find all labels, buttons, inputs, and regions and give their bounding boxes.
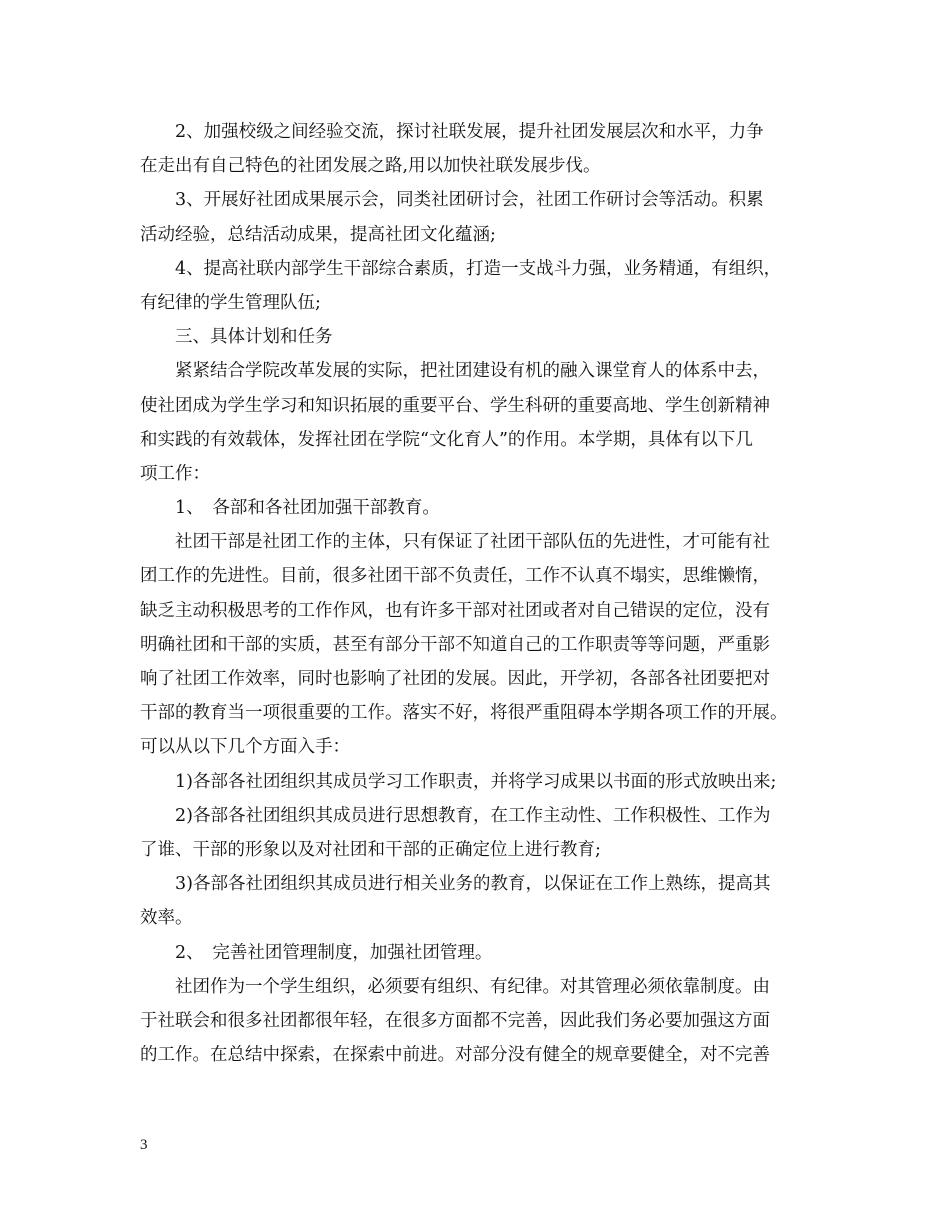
text-line: 使社团成为学生学习和知识拓展的重要平台、学生科研的重要高地、学生创新精神 [140,395,770,416]
text-line: 活动经验，总结活动成果，提高社团文化蕴涵; [140,224,496,245]
text-line: 和实践的有效载体，发挥社团在学院“文化育人”的作用。本学期，具体有以下几 [140,429,753,450]
text-line: 紧紧结合学院改革发展的实际，把社团建设有机的融入课堂育人的体系中去， [175,361,770,382]
text-line: 3、开展好社团成果展示会，同类社团研讨会，社团工作研讨会等活动。积累 [175,190,764,211]
text-line: 在走出有自己特色的社团发展之路,用以加快社联发展步伐。 [140,156,601,177]
text-line: 2、 完善社团管理制度，加强社团管理。 [175,942,493,963]
text-line: 的工作。在总结中探索，在探索中前进。对部分没有健全的规章要健全，对不完善 [140,1045,770,1066]
document-body [140,115,830,1072]
text-line: 2)各部各社团组织其成员进行思想教育，在工作主动性、工作积极性、工作为 [175,805,771,826]
text-line: 4、提高社联内部学生干部综合素质，打造一支战斗力强，业务精通，有组织， [175,258,782,279]
text-line: 3)各部各社团组织其成员进行相关业务的教育，以保证在工作上熟练，提高其 [175,874,771,895]
text-line: 明确社团和干部的实质，甚至有部分干部不知道自己的工作职责等等问题，严重影 [140,634,770,655]
page-number: 3 [140,1137,148,1153]
text-line: 项工作： [140,463,210,484]
text-line: 1)各部各社团组织其成员学习工作职责，并将学习成果以书面的形式放映出来; [175,771,777,792]
text-line: 响了社团工作效率，同时也影响了社团的发展。因此，开学初，各部各社团要把对 [140,669,770,689]
text-line: 2、加强校级之间经验交流，探讨社联发展，提升社团发展层次和水平，力争 [175,122,764,142]
text-line: 1、 各部和各社团加强干部教育。 [175,498,440,519]
text-line: 干部的教育当一项很重要的工作。落实不好，将很严重阻碍本学期各项工作的开展。 [140,703,788,724]
text-line: 社团干部是社团工作的主体，只有保证了社团干部队伍的先进性，才可能有社 [175,532,770,553]
text-line: 于社联会和很多社团都很年轻，在很多方面都不完善，因此我们务必要加强这方面 [140,1010,770,1031]
text-line: 社团作为一个学生组织，必须要有组织、有纪律。对其管理必须依靠制度。由 [175,976,770,997]
text-line: 有纪律的学生管理队伍; [140,292,321,313]
text-line: 缺乏主动积极思考的工作作风，也有许多干部对社团或者对自己错误的定位，没有 [140,600,770,621]
text-line: 了谁、干部的形象以及对社团和干部的正确定位上进行教育; [140,839,601,860]
text-line: 团工作的先进性。目前，很多社团干部不负责任，工作不认真不塌实，思维懒惰， [140,566,770,587]
text-line: 可以从以下几个方面入手： [140,737,350,758]
text-line: 三、具体计划和任务 [175,327,333,348]
text-line: 效率。 [140,908,193,929]
